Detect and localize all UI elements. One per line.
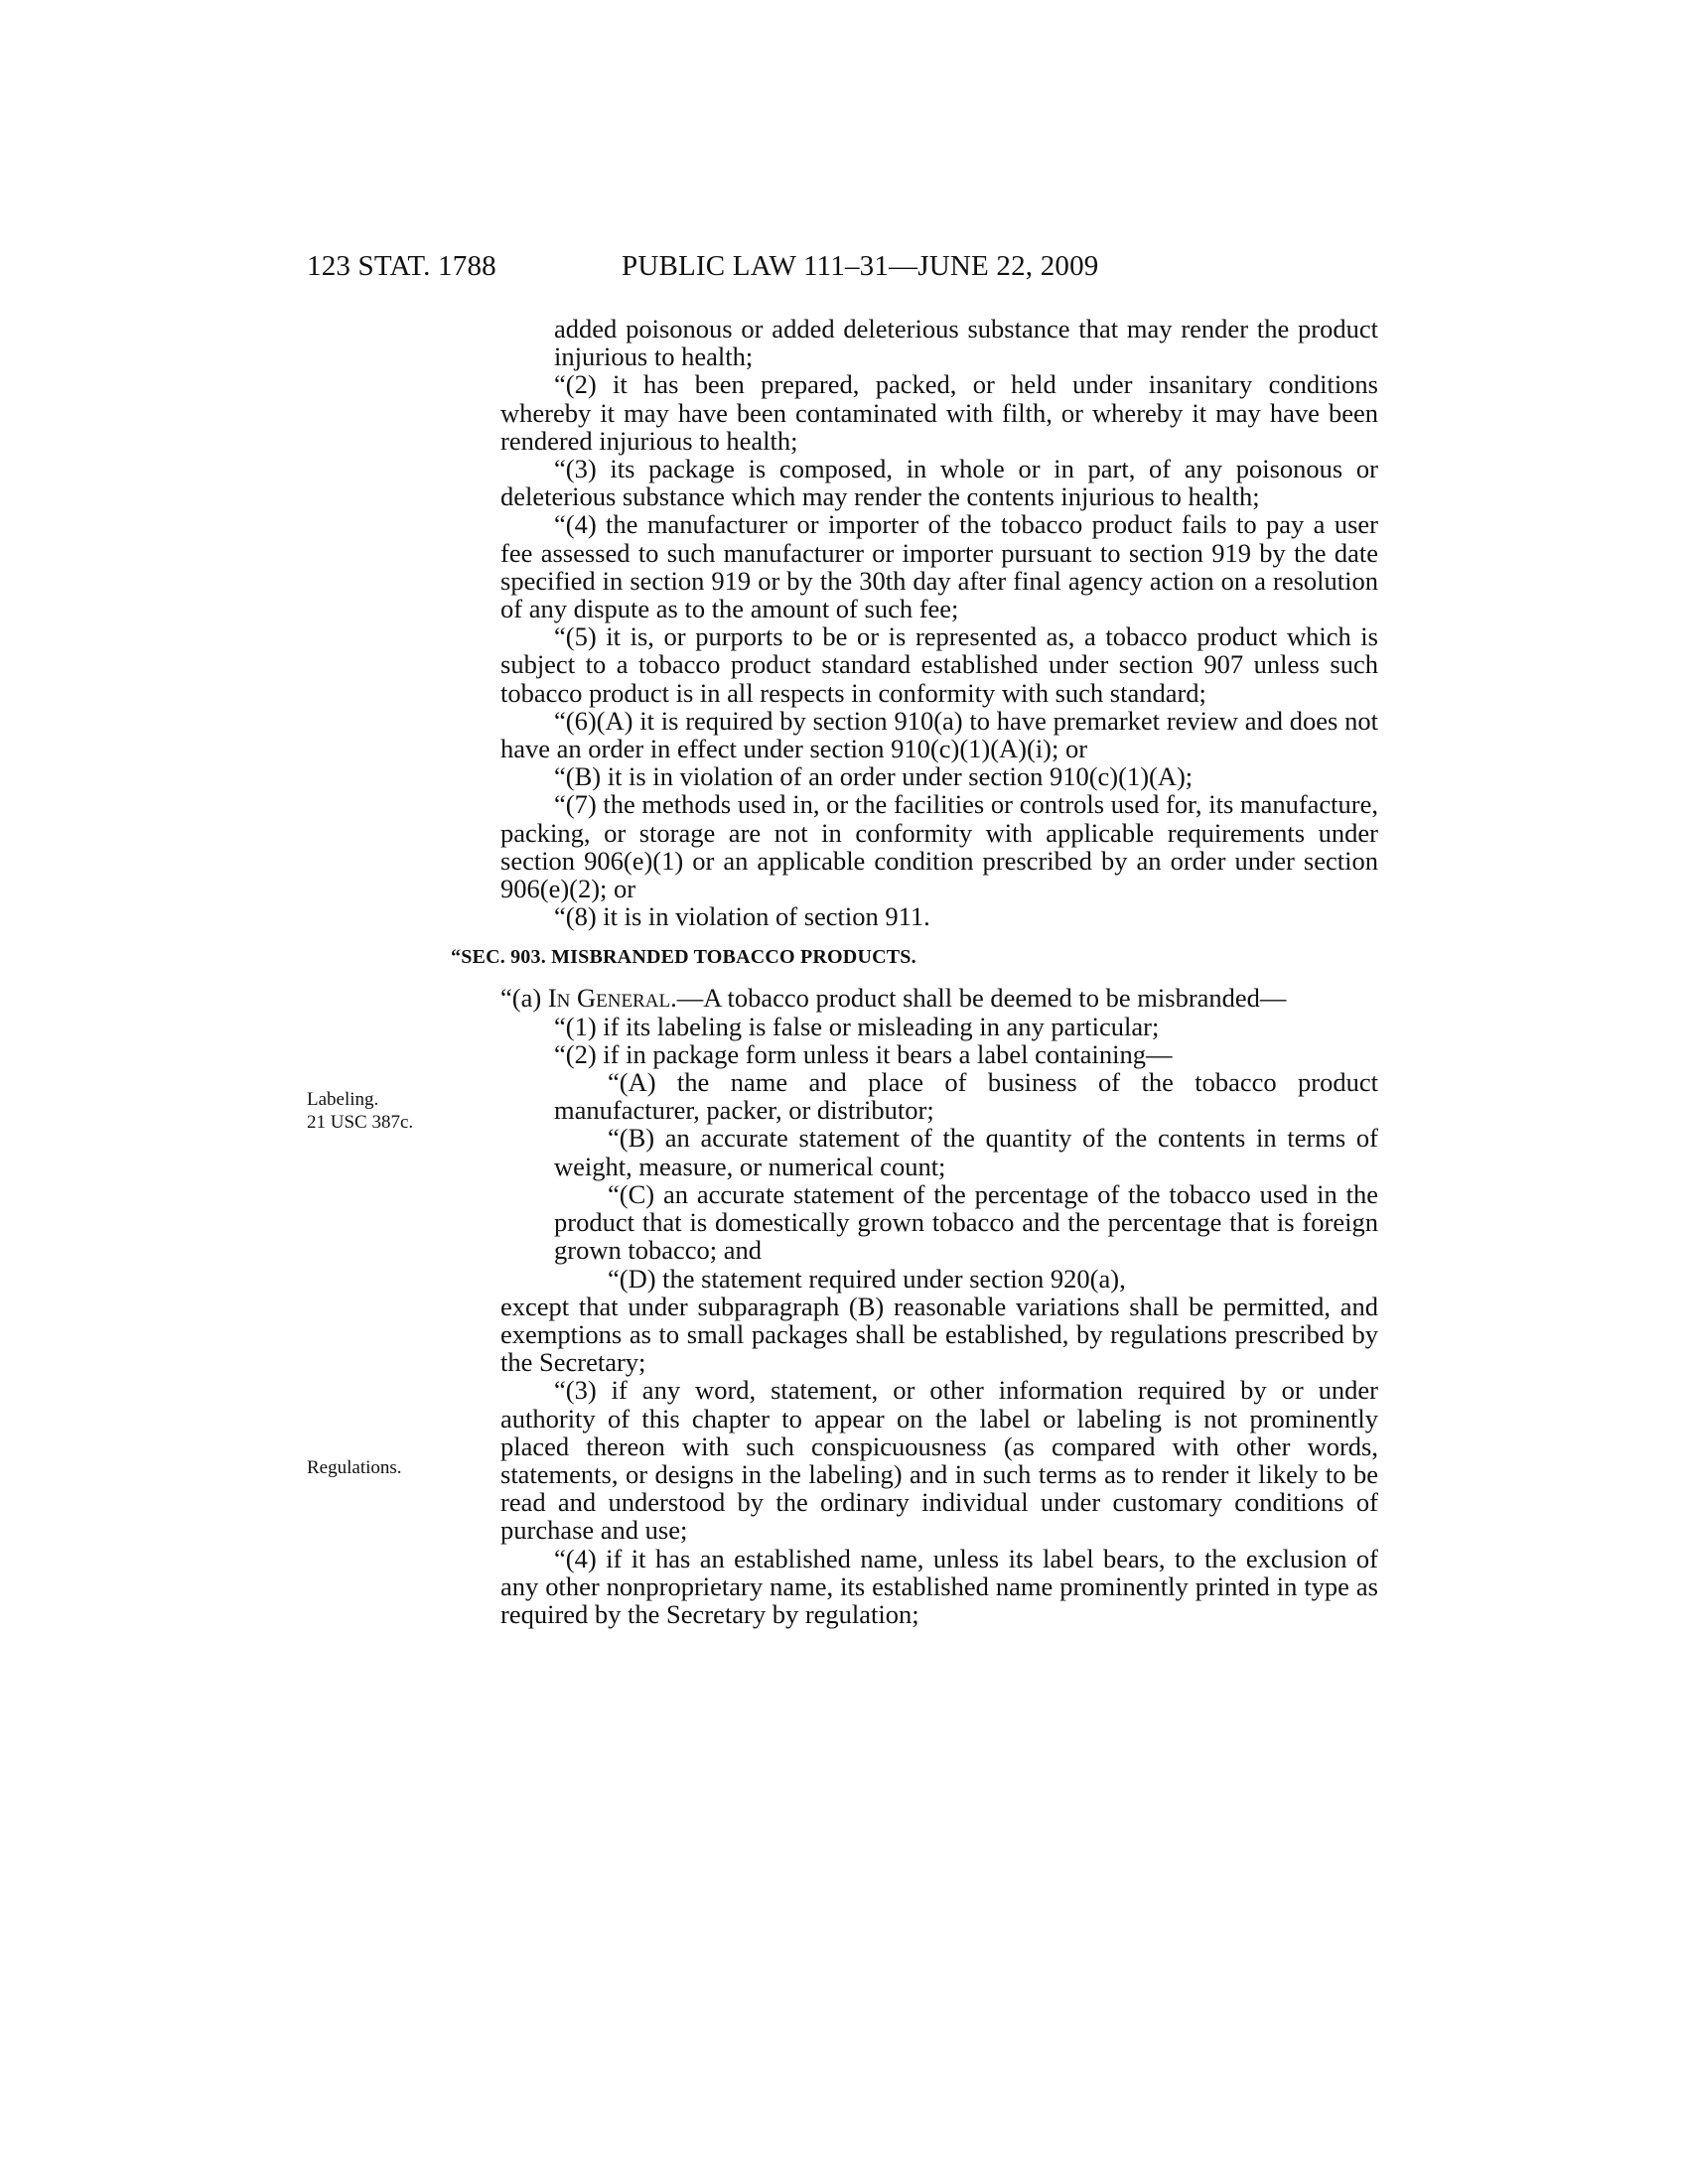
paragraph-3: “(3) its package is composed, in whole or in part, of any poisonous or deleterious substance which may render the contents injurious to health; <box>500 454 1378 512</box>
item-2c: “(C) an accurate statement of the percentage of the tobacco used in the product that is domestically grown tobacco and the percentage that is foreign grown tobacco; and <box>554 1178 1378 1266</box>
item-1: “(1) if its labeling is false or misleading in any particular; <box>554 1011 1160 1041</box>
margin-note-regulations: Regulations. <box>307 1457 402 1478</box>
paragraph-6b: “(B) it is in violation of an order under section 910(c)(1)(A); <box>554 761 1194 792</box>
item-2: “(2) if in package form unless it bears a label containing— <box>554 1038 1173 1069</box>
statute-page-number: 123 STAT. 1788 <box>307 250 496 282</box>
margin-note-label: Labeling. <box>307 1089 379 1110</box>
item-2d: “(D) the statement required under section 920(a), <box>608 1263 1126 1294</box>
public-law-title: PUBLIC LAW 111–31—JUNE 22, 2009 <box>622 250 1099 282</box>
document-body <box>451 314 1378 1629</box>
page-header <box>0 250 1688 290</box>
paragraph-8: “(8) it is in violation of section 911. <box>554 901 930 932</box>
subsection-a: “(a) In General.—A tobacco product shall be deemed to be misbranded— <box>500 983 1287 1014</box>
paragraph-4: “(4) the manufacturer or importer of the tobacco product fails to pay a user fee assessed to such manufacturer or importer pursuant to section 919 by the date specified in section 919 or by the 30th day after final agency action on a resolution of any dispute as to the amount of such fee; <box>500 509 1378 624</box>
item-3: “(3) if any word, statement, or other information required by or under authority of this chapter to appear on the label or labeling is not prominently placed thereon with such conspicuousness (as compared with other words, statements, or designs in the labeling) and in such terms as to render it likely to be read and understood by the ordinary individual under customary conditions of purchase and use; <box>500 1375 1378 1546</box>
paragraph-5: “(5) it is, or purports to be or is represented as, a tobacco product which is subject to a tobacco product standard established under section 907 unless such tobacco product is in all respects in conformity with such standard; <box>500 621 1378 708</box>
paragraph-2: “(2) it has been prepared, packed, or held under insanitary conditions whereby it may have been contaminated with filth, or whereby it may have been rendered injurious to health; <box>500 369 1378 456</box>
paragraph-6a: “(6)(A) it is required by section 910(a) to have premarket review and does not have an order in effect under section 910(c)(1)(A)(i); or <box>500 705 1378 764</box>
margin-note-labeling <box>307 1088 413 1134</box>
item-2-flush-text: except that under subparagraph (B) reasonable variations shall be permitted, and exemptions as to small packages shall be established, by regulations prescribed by the Secretary; <box>500 1291 1378 1378</box>
paragraph-continuation: added poisonous or added deleterious substance that may render the product injurious to health; <box>554 314 1378 372</box>
margin-note-usc: 21 USC 387c. <box>307 1112 414 1133</box>
item-2a: “(A) the name and place of business of the tobacco product manufacturer, packer, or distributor; <box>554 1067 1378 1126</box>
section-heading: “SEC. 903. MISBRANDED TOBACCO PRODUCTS. <box>451 946 916 969</box>
item-2b: “(B) an accurate statement of the quantity of the contents in terms of weight, measure, or numerical count; <box>554 1123 1378 1181</box>
paragraph-7: “(7) the methods used in, or the facilities or controls used for, its manufacture, packing, or storage are not in conformity with applicable requirements under section 906(e)(1) or an applicable condition prescribed by an order under section 906(e)(2); or <box>500 789 1378 904</box>
item-4: “(4) if it has an established name, unless its label bears, to the exclusion of any other nonproprietary name, its established name prominently printed in type as required by the Secretary by regulation; <box>500 1543 1378 1629</box>
subsection-caption: In General <box>547 983 671 1014</box>
